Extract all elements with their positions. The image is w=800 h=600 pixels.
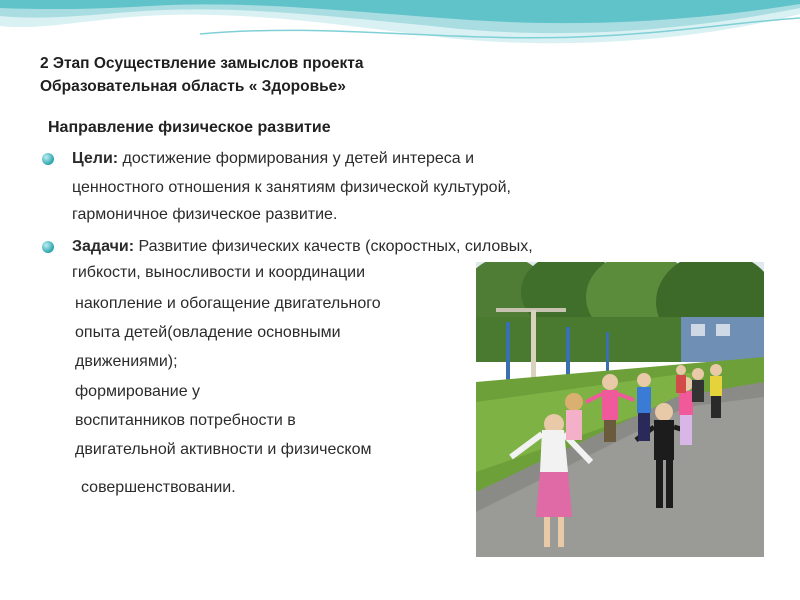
decorative-wave: [0, 0, 800, 60]
tasks-label: Задачи:: [72, 238, 135, 255]
tasks-text-1: Развитие физических качеств (скоростных, силовых,: [134, 238, 533, 255]
goals-line-3: гармоничное физическое развитие.: [72, 206, 338, 223]
goals-line-2: ценностного отношения к занятиям физической культурой,: [72, 179, 511, 196]
goals-line-1: [72, 149, 474, 169]
tasks-line-7: воспитанников потребности в: [75, 412, 296, 429]
children-exercise-photo: [476, 262, 764, 557]
tasks-line-4: опыта детей(овладение основными: [75, 324, 341, 341]
slide-title-line-2: Образовательная область « Здоровье»: [40, 78, 346, 95]
tasks-line-5: движениями);: [75, 353, 178, 370]
tasks-line-6: формирование у: [75, 383, 201, 400]
teal-sphere-bullet-icon: [41, 152, 55, 166]
tasks-line-8: двигательной активности и физическом: [75, 441, 372, 458]
slide-title-line-1: 2 Этап Осуществление замыслов проекта: [40, 55, 364, 72]
section-heading: Направление физическое развитие: [48, 119, 331, 136]
tasks-line-3: накопление и обогащение двигательного: [75, 295, 381, 312]
goals-text-1: достижение формирования у детей интереса и: [118, 150, 475, 167]
teal-sphere-bullet-icon: [41, 240, 55, 254]
slide-title: [40, 52, 364, 98]
tasks-line-9: совершенствовании.: [81, 479, 236, 496]
tasks-line-1: [72, 237, 533, 257]
tasks-line-2: гибкости, выносливости и координации: [72, 264, 366, 281]
goals-label: Цели:: [72, 150, 119, 167]
